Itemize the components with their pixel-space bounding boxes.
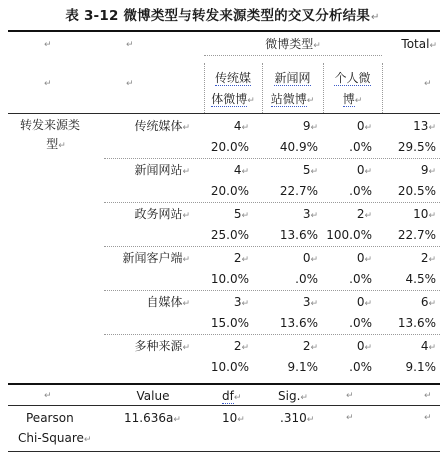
rule-line — [104, 158, 440, 159]
count-cell: 5↵ — [233, 207, 249, 221]
rule-line — [8, 383, 440, 385]
return-mark-icon: ↵ — [428, 167, 436, 177]
count-cell: 3↵ — [302, 207, 318, 221]
return-mark-icon: ↵ — [310, 343, 318, 353]
percent-cell: .0% — [295, 272, 318, 286]
total-header-label: Total↵ — [401, 37, 437, 51]
stats-header-value: Value — [136, 389, 170, 403]
count-cell: 0↵ — [356, 251, 372, 265]
return-mark-icon: ↵ — [428, 343, 436, 353]
return-mark-icon: ↵ — [428, 299, 436, 309]
percent-cell: 40.9% — [279, 140, 318, 154]
percent-cell: .0% — [349, 272, 372, 286]
rule-line — [104, 290, 440, 291]
return-mark-icon: ↵ — [364, 123, 372, 133]
percent-cell: 10.0% — [210, 360, 249, 374]
return-mark-icon: ↵ — [424, 413, 432, 423]
return-mark-icon: ↵ — [182, 167, 190, 177]
return-mark-icon: ↵ — [173, 415, 181, 425]
return-mark-icon: ↵ — [44, 391, 52, 401]
return-mark-icon: ↵ — [126, 40, 134, 50]
return-mark-icon: ↵ — [346, 413, 354, 423]
count-cell: 2↵ — [420, 251, 436, 265]
return-mark-icon: ↵ — [364, 343, 372, 353]
rule-line — [8, 405, 440, 406]
rule-line — [104, 202, 440, 203]
percent-cell: 20.0% — [210, 184, 249, 198]
return-mark-icon: ↵ — [429, 41, 437, 51]
count-cell: 4↵ — [233, 163, 249, 177]
return-mark-icon: ↵ — [306, 415, 315, 425]
row-group-label-line1: 转发来源类 — [20, 118, 81, 132]
return-mark-icon: ↵ — [241, 343, 249, 353]
chi-square-value: 11.636a↵ — [124, 411, 181, 425]
count-cell: 13↵ — [413, 119, 436, 133]
column-header-line2: 体微博↵ — [211, 92, 255, 106]
percent-cell: 15.0% — [210, 316, 249, 330]
return-mark-icon: ↵ — [306, 96, 315, 106]
divider-line — [204, 63, 205, 113]
percent-cell: .0% — [349, 140, 372, 154]
return-mark-icon: ↵ — [310, 167, 318, 177]
return-mark-icon: ↵ — [182, 255, 190, 265]
return-mark-icon: ↵ — [313, 41, 321, 51]
return-mark-icon: ↵ — [126, 79, 134, 89]
row-group-label-line2: 型↵ — [46, 137, 66, 151]
row-label: 新闻客户端↵ — [122, 251, 190, 265]
count-cell: 0↵ — [356, 163, 372, 177]
percent-cell: 22.7% — [279, 184, 318, 198]
percent-cell: 13.6% — [279, 228, 318, 242]
row-label: 自媒体↵ — [146, 295, 190, 309]
return-mark-icon: ↵ — [428, 211, 436, 221]
column-header-line2: 博↵ — [342, 92, 363, 106]
row-label: 政务网站↵ — [134, 207, 190, 221]
percent-cell: 29.5% — [397, 140, 436, 154]
return-mark-icon: ↵ — [182, 343, 190, 353]
return-mark-icon: ↵ — [83, 435, 92, 445]
table-title: 表 3-12 微博类型与转发来源类型的交叉分析结果↵ — [65, 8, 380, 24]
count-cell: 2↵ — [302, 339, 318, 353]
count-cell: 0↵ — [302, 251, 318, 265]
count-cell: 0↵ — [356, 339, 372, 353]
stats-header-sig: Sig.↵ — [278, 389, 308, 403]
return-mark-icon: ↵ — [241, 299, 249, 309]
count-cell: 6↵ — [420, 295, 436, 309]
stats-row-label-line1: Pearson — [26, 411, 74, 425]
rule-line — [8, 113, 440, 114]
return-mark-icon: ↵ — [354, 96, 363, 106]
stats-header-df: df↵ — [222, 389, 242, 403]
count-cell: 2↵ — [233, 251, 249, 265]
percent-cell: 13.6% — [397, 316, 436, 330]
group-header-label: 微博类型↵ — [265, 37, 321, 51]
return-mark-icon: ↵ — [424, 79, 432, 89]
count-cell: 0↵ — [356, 295, 372, 309]
divider-line — [262, 63, 263, 113]
return-mark-icon: ↵ — [44, 40, 52, 50]
column-header-line2: 站微博↵ — [270, 92, 315, 106]
column-header-line1: 个人微 — [334, 71, 371, 85]
return-mark-icon: ↵ — [424, 391, 432, 401]
return-mark-icon: ↵ — [233, 393, 242, 403]
return-mark-icon: ↵ — [241, 123, 249, 133]
return-mark-icon: ↵ — [58, 141, 66, 151]
count-cell: 9↵ — [302, 119, 318, 133]
return-mark-icon: ↵ — [428, 255, 436, 265]
column-header-line1: 传统媒 — [214, 71, 251, 85]
return-mark-icon: ↵ — [44, 79, 52, 89]
count-cell: 4↵ — [233, 119, 249, 133]
percent-cell: 25.0% — [210, 228, 249, 242]
percent-cell: 100.0% — [326, 228, 372, 242]
return-mark-icon: ↵ — [237, 415, 245, 425]
count-cell: 3↵ — [302, 295, 318, 309]
return-mark-icon: ↵ — [346, 391, 354, 401]
row-label: 传统媒体↵ — [134, 119, 190, 133]
percent-cell: 20.0% — [210, 140, 249, 154]
return-mark-icon: ↵ — [310, 255, 318, 265]
count-cell: 5↵ — [302, 163, 318, 177]
return-mark-icon: ↵ — [364, 167, 372, 177]
row-label: 新闻网站↵ — [134, 163, 190, 177]
return-mark-icon: ↵ — [182, 123, 190, 133]
return-mark-icon: ↵ — [241, 211, 249, 221]
return-mark-icon: ↵ — [182, 211, 190, 221]
return-mark-icon: ↵ — [241, 255, 249, 265]
return-mark-icon: ↵ — [300, 393, 308, 403]
rule-line — [204, 55, 382, 56]
percent-cell: 9.1% — [287, 360, 318, 374]
return-mark-icon: ↵ — [364, 211, 372, 221]
column-header-line1: 新闻网 — [274, 71, 311, 85]
percent-cell: .0% — [349, 360, 372, 374]
divider-line — [323, 63, 324, 113]
pilcrow-icon: ↵ — [371, 12, 380, 23]
percent-cell: 22.7% — [397, 228, 436, 242]
divider-line — [382, 63, 383, 113]
percent-cell: .0% — [349, 184, 372, 198]
percent-cell: 10.0% — [210, 272, 249, 286]
return-mark-icon: ↵ — [310, 211, 318, 221]
chi-square-sig: .310↵ — [280, 411, 315, 425]
return-mark-icon: ↵ — [364, 255, 372, 265]
rule-line — [8, 30, 440, 32]
stats-row-label-line2: Chi-Square↵ — [18, 431, 92, 445]
return-mark-icon: ↵ — [310, 299, 318, 309]
return-mark-icon: ↵ — [241, 167, 249, 177]
count-cell: 2↵ — [356, 207, 372, 221]
percent-cell: 20.5% — [397, 184, 436, 198]
count-cell: 10↵ — [413, 207, 436, 221]
count-cell: 2↵ — [233, 339, 249, 353]
count-cell: 4↵ — [420, 339, 436, 353]
return-mark-icon: ↵ — [182, 299, 190, 309]
count-cell: 3↵ — [233, 295, 249, 309]
percent-cell: 4.5% — [405, 272, 436, 286]
return-mark-icon: ↵ — [364, 299, 372, 309]
rule-line — [104, 334, 440, 335]
chi-square-df: 10↵ — [222, 411, 245, 425]
percent-cell: 13.6% — [279, 316, 318, 330]
row-label: 多种来源↵ — [134, 339, 190, 353]
percent-cell: .0% — [349, 316, 372, 330]
count-cell: 0↵ — [356, 119, 372, 133]
rule-line — [104, 246, 440, 247]
count-cell: 9↵ — [420, 163, 436, 177]
return-mark-icon: ↵ — [310, 123, 318, 133]
rule-line — [8, 451, 440, 452]
return-mark-icon: ↵ — [247, 96, 255, 106]
percent-cell: 9.1% — [405, 360, 436, 374]
return-mark-icon: ↵ — [428, 123, 436, 133]
